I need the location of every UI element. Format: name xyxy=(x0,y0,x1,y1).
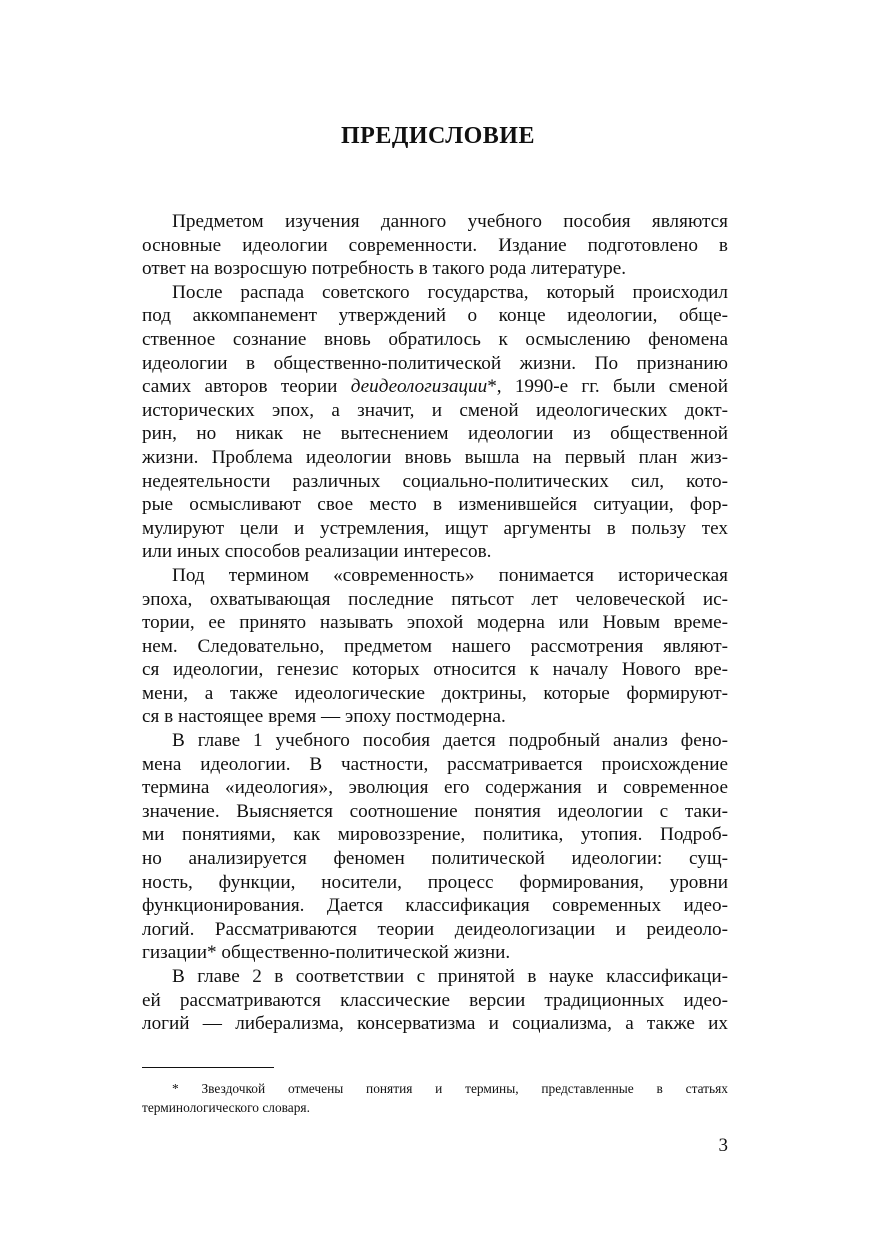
page-number: 3 xyxy=(718,1135,728,1156)
text-line: основные идеологии современности. Издание подготовлено в xyxy=(142,234,728,256)
text-line: но анализируется феномен политической идеологии: сущ- xyxy=(142,848,728,870)
text-line: функционирования. Дается классификация современных идео- xyxy=(142,895,728,917)
body-text xyxy=(142,210,728,1036)
footnote-line: * Звездочкой отмечены понятия и термины, представленные в статьях xyxy=(172,1081,728,1096)
text-line: В главе 1 учебного пособия дается подробный анализ фено- xyxy=(172,730,728,752)
text-fragment: *, 1990-е гг. были сменой xyxy=(487,376,728,398)
text-line: ми понятиями, как мировоззрение, политика, утопия. Подроб- xyxy=(142,824,728,846)
text-line: ся идеологии, генезис которых относится к началу Нового вре- xyxy=(142,659,728,681)
text-line: ся в настоящее время — эпоху постмодерна. xyxy=(142,706,506,728)
text-line xyxy=(142,375,728,399)
text-line: тории, ее принято называть эпохой модерна или Новым време- xyxy=(142,612,728,634)
text-line: ность, функции, носители, процесс формирования, уровни xyxy=(142,871,728,893)
text-line: рые осмысливают свое место в изменившейся ситуации, фор- xyxy=(142,494,728,516)
text-line: логий — либерализма, консерватизма и социализма, а также их xyxy=(142,1013,728,1035)
text-line: нем. Следовательно, предметом нашего рассмотрения являют- xyxy=(142,635,728,657)
text-line: Под термином «современность» понимается историческая xyxy=(172,564,728,586)
text-line: или иных способов реализации интересов. xyxy=(142,541,492,563)
text-fragment: самих авторов теории xyxy=(142,376,351,398)
text-line: ственное сознание вновь обратилось к осмыслению феномена xyxy=(142,328,728,350)
text-line: идеологии в общественно-политической жизни. По признанию xyxy=(142,352,728,374)
text-line: ей рассматриваются классические версии традиционных идео- xyxy=(142,989,728,1011)
text-line: жизни. Проблема идеологии вновь вышла на первый план жиз- xyxy=(142,446,728,468)
footnote xyxy=(142,1079,728,1117)
italic-term: деидеологизации xyxy=(350,376,488,398)
text-line: мени, а также идеологические доктрины, которые формируют- xyxy=(142,682,728,704)
text-line: эпоха, охватывающая последние пятьсот лет человеческой ис- xyxy=(142,588,728,610)
text-line: исторических эпох, а значит, и сменой идеологических докт- xyxy=(142,399,728,421)
text-line: гизации* общественно-политической жизни. xyxy=(142,942,511,964)
text-line: логий. Рассматриваются теории деидеологизации и реидеоло- xyxy=(142,918,728,940)
text-line: После распада советского государства, который происходил xyxy=(172,281,728,303)
text-line: значение. Выясняется соотношение понятия идеологии с таки- xyxy=(142,800,728,822)
text-line: мулируют цели и устремления, ищут аргументы в пользу тех xyxy=(142,517,728,539)
text-line: недеятельности различных социально-политических сил, кото- xyxy=(142,470,728,492)
footnote-line: терминологического словаря. xyxy=(142,1100,310,1115)
text-line: рин, но никак не вытеснением идеологии из общественной xyxy=(142,423,728,445)
text-line: В главе 2 в соответствии с принятой в науке классификаци- xyxy=(172,966,728,987)
text-line: термина «идеология», эволюция его содержания и современное xyxy=(142,777,728,799)
text-line: Предметом изучения данного учебного пособия являются xyxy=(172,211,728,232)
text-line: ответ на возросшую потребность в такого рода литературе. xyxy=(142,258,627,280)
text-line: мена идеологии. В частности, рассматривается происхождение xyxy=(142,753,728,775)
footnote-divider xyxy=(142,1067,274,1068)
page-title: ПРЕДИСЛОВИЕ xyxy=(341,123,535,149)
text-line: под аккомпанемент утверждений о конце идеологии, обще- xyxy=(142,305,728,327)
